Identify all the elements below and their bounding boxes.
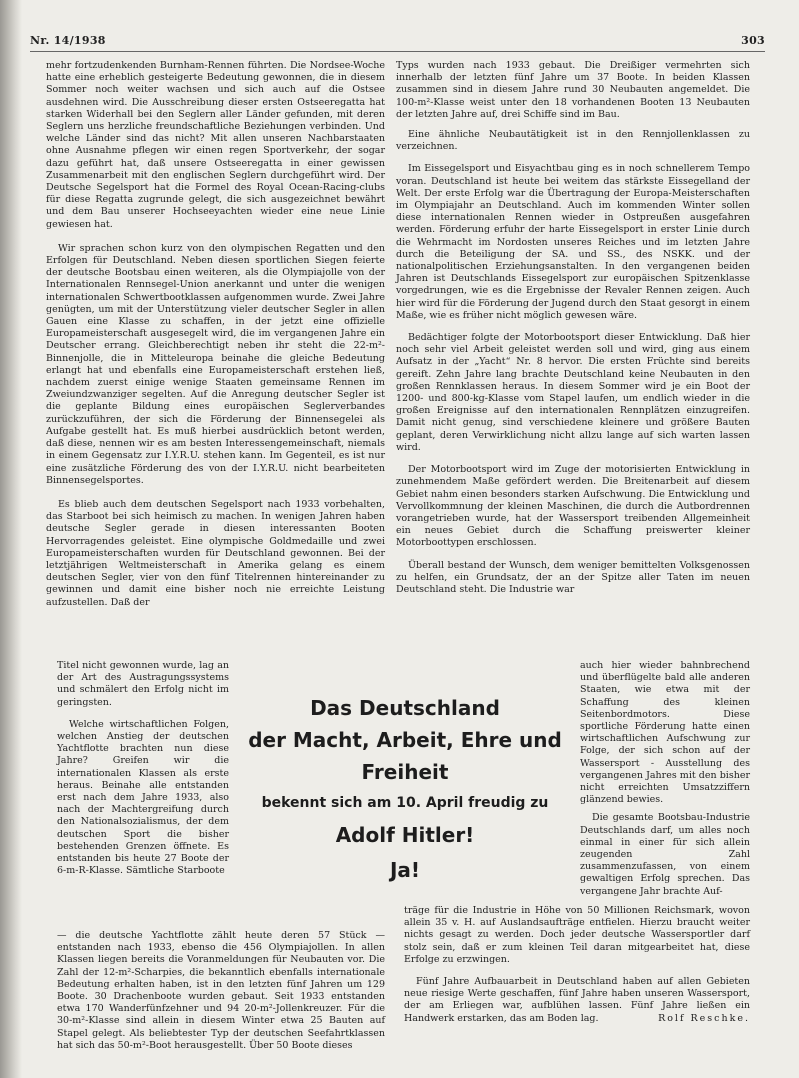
- announcement-line-3: Freiheit: [361, 760, 449, 784]
- announcement-line-6: Ja!: [389, 858, 421, 882]
- right-paragraph-2: Eine ähnliche Neubautätigkeit ist in den Rennjollenklassen zu verzeichnen.: [396, 129, 750, 153]
- left-narrow-column: [57, 660, 229, 877]
- issue-number: Nr. 14/1938: [30, 34, 106, 47]
- announcement-line-1: Das Deutschland: [310, 696, 500, 720]
- left-paragraph-3b: Titel nicht gewonnen wurde, lag an der Art des Austragungssystems und schmälert den Erfolg nicht im geringsten.: [57, 660, 229, 708]
- right-paragraph-6: Überall bestand der Wunsch, dem weniger bemittelten Volksgenossen zu helfen, ein Grundsatz, der an der Spitze aller Taten im neuen Deutschland steht. Die Industrie war: [396, 559, 750, 595]
- author-signature: Rolf Reschke.: [658, 1012, 750, 1024]
- right-paragraph-8-text: Fünf Jahre Aufbauarbeit in Deutschland haben auf allen Gebieten neue riesige Werte geschaffen, fünf Jahre haben unseren Wassersport, der am Erliegen war, aufblühen lassen. Fünf Jahre ließen ein Handwerk erstarken, das am Boden lag.: [404, 976, 750, 1024]
- right-paragraph-7: Die gesamte Bootsbau-Industrie Deutschlands darf, um alles noch einmal in einer für sich allein zeugenden Zahl zusammenzufassen, von einem gewaltigen Erfolg sprechen. Das vergangene Jahr brachte Auf-: [580, 812, 750, 897]
- announcement-box: [237, 680, 573, 892]
- right-paragraph-3: Im Eissegelsport und Eisyachtbau ging es in noch schnellerem Tempo voran. Deutschland ist heute bei weitem das stärkste Eissegelland der Welt. Der erste Erfolg war die Übertragung der Europa-Meisterschaften im Olympiajahr an Deutschland. Auch im kommenden Winter sollen diese internationalen Rennen wieder in Ostpreußen ausgefahren werden. Förderung erfuhr der harte Eissegelsport in erster Linie durch die Wehrmacht im Nordosten unseres Reiches und im letzten Jahre durch die Beteiligung der SA. und SS., des NSKK. und der nationalpolitischen Erziehungsanstalten. In den vergangenen beiden Jahren ist Deutschlands Eissegelsport zur europäischen Spitzenklasse vorgedrungen, wie es die Ergebnisse der Revaler Rennen zeigen. Auch hier wird für die Förderung der Jugend durch den Staat gesorgt in einem Maße, wie es früher nicht möglich gewesen wäre.: [396, 163, 751, 321]
- right-bottom-column: [404, 905, 750, 1025]
- right-narrow-column: [580, 660, 750, 898]
- announcement-line-5: Adolf Hitler!: [335, 823, 475, 847]
- left-paragraph-2: Wir sprachen schon kurz von den olympischen Regatten und den Erfolgen für Deutschland. Neben diesen sportlichen Siegen feierte der deutsche Bootsbau einen weiteren, als die Olympiajolle von der Internationalen Rennsegel-Union anerkannt und unter die wenigen internationalen Schwertbootklassen aufgenommen wurde. Zwei Jahre genügten, um mit der Unterstützung vieler deutscher Segler in allen Gauen eine Klasse zu schaffen, in der jetzt eine offizielle Europameisterschaft ausgesegelt wird, die im vergangenen Jahre ein Deutscher errang. Gleichberechtigt neben ihr steht die 22-m²-Binnenjolle, die in Mitteleuropa beinahe die gleiche Bedeutung erlangt hat und ebenfalls eine Europameisterschaft erstehen ließ, nachdem zuerst einige wenige Staaten gemeinsame Rennen im Zweiundzwanziger segelten. Auf die Anregung deutscher Segler ist die geplante Bildung eines europäischen Seglerverbandes zurückzuführen, der sich die Förderung der Binnensegelei als Aufgabe gestellt hat. Es muß hierbei ausdrücklich betont werden, daß diese, nennen wir es am besten Interessengemeinschaft, niemals in einem Gegensatz zur I.Y.R.U. stehen kann. Im Gegenteil, es ist nur eine zusätzliche Förderung des von der I.Y.R.U. nicht bearbeiteten Binnensegelsportes.: [46, 242, 385, 486]
- right-paragraph-1: Typs wurden nach 1933 gebaut. Die Dreißiger vermehrten sich innerhalb der letzten fünf Jahre um 37 Boote. In beiden Klassen zusammen sind in diesem Jahre rund 30 Neubauten angemeldet. Die 100-m²-Klasse weist unter den 18 vorhandenen Booten 13 Neubauten der letzten Jahre auf, drei Schiffe sind im Bau.: [396, 60, 750, 120]
- announcement-line-4: bekennt sich am 10. April freudig zu: [261, 795, 549, 811]
- left-column: [46, 60, 385, 609]
- right-paragraph-8: [404, 976, 750, 1025]
- right-paragraph-4: Bedächtiger folgte der Motorbootsport dieser Entwicklung. Daß hier noch sehr viel Arbeit geleistet werden soll und wird, ging aus einem Aufsatz in der „Yacht“ Nr. 8 hervor. Die ersten Früchte sind bereits gereift. Zehn Jahre lang brachte Deutschland keine Neubauten in den großen Rennklassen heraus. In diesem Sommer wird je ein Boot der 1200- und 800-kg-Klasse vom Stapel laufen, um endlich wieder in die großen Ereignisse auf den internationalen Rennplätzen einzugreifen. Damit nicht genug, sind verschiedene kleinere und größere Bauten geplant, deren Verwirklichung nicht allzu lange auf sich warten lassen wird.: [396, 332, 750, 453]
- left-bottom-column: [57, 930, 385, 1052]
- left-paragraph-1: mehr fortzudenkenden Burnham-Rennen führten. Die Nordsee-Woche hatte eine erheblich gesteigerte Bedeutung gewonnen, die in diesem Sommer noch weiter wachsen und sich auch auf die Ostsee ausdehnen wird. Die Ausschreibung dieser ersten Ostseeregatta hat starken Widerhall bei den Seglern aller Länder gefunden, mit deren Seglern uns herzliche freundschaftliche Beziehungen verbinden. Und welche Länder sind das nicht? Mit allen unseren Nachbarstaaten ohne Ausnahme pflegen wir einen regen Sportverkehr, der sogar dazu geführt hat, daß unsere Ostseeregatta in einer gewissen Zusammenarbeit mit den englischen Seglern durchgeführt wird. Der Deutsche Segelsport hat die Formel des Royal Ocean-Racing-clubs für diese Regatta zugrunde gelegt, die sich ausgezeichnet bewährt und dem Bau unserer Hochseeyachten wieder eine neue Linie gewiesen hat.: [46, 60, 385, 230]
- right-column: [396, 60, 750, 596]
- page-number: 303: [741, 34, 765, 47]
- left-paragraph-4b: — die deutsche Yachtflotte zählt heute deren 57 Stück — entstanden nach 1933, ebenso die 456 Olympiajollen. In allen Klassen liegen bereits die Voranmeldungen für Neubauten vor. Die Zahl der 12-m²-Scharpies, die bekanntlich ebenfalls internationale Bedeutung erhalten haben, ist in den letzten fünf Jahren um 129 Boote. 30 Drachenboote wurden gebaut. Seit 1933 entstanden etwa 170 Wanderfünfzehner und 94 20-m²-Jollenkreuzer. Für die 30-m²-Klasse sind allein in diesem Winter etwa 25 Bauten auf Stapel gelegt. Als beliebtester Typ der deutschen Seefahrtklassen hat sich das 50-m²-Boot herausgestellt. Über 50 Boote dieses: [57, 930, 385, 1051]
- binding-shadow: [0, 0, 22, 1078]
- announcement-line-2: der Macht, Arbeit, Ehre und: [248, 728, 562, 752]
- left-paragraph-3: Es blieb auch dem deutschen Segelsport nach 1933 vorbehalten, das Starboot bei sich heimisch zu machen. In wenigen Jahren haben deutsche Segler gerade in diesen interessanten Booten Hervorragendes geleistet. Eine olympische Goldmedaille und zwei Europameisterschaften wurden für Deutschland gewonnen. Bei der letztjährigen Weltmeisterschaft in Amerika gelang es einem deutschen Segler, vier von den fünf Titelrennen hintereinander zu gewinnen und damit eine bisher noch nie erreichte Leistung aufzustellen. Daß der: [46, 498, 385, 608]
- right-paragraph-6b: auch hier wieder bahnbrechend und überflügelte bald alle anderen Staaten, wie etwa mit der Schaffung des kleinen Seitenbordmotors. Diese sportliche Förderung hatte einen wirtschaftlichen Aufschwung zur Folge, der sich schon auf der Wassersport - Ausstellung des vergangenen Jahres mit den bisher nicht erreichten Umsatzziffern glänzend bewies.: [580, 660, 750, 806]
- header-rule: [30, 51, 765, 52]
- right-paragraph-7b: träge für die Industrie in Höhe von 50 Millionen Reichsmark, wovon allein 35 v. H. auf Auslandsaufträge entfielen. Hierzu braucht weiter nichts gesagt zu werden. Doch jeder deutsche Wassersportler darf stolz sein, daß er zum kleinen Teil daran mitgearbeitet hat, diese Erfolge zu erzwingen.: [404, 905, 750, 965]
- left-paragraph-4: Welche wirtschaftlichen Folgen, welchen Anstieg der deutschen Yachtflotte brachten nun diese Jahre? Greifen wir die internationalen Klassen als erste heraus. Beinahe alle entstanden erst nach dem Jahre 1933, also nach der Machtergreifung durch den Nationalsozialismus, der dem deutschen Sport die bisher bestehenden Grenzen öffnete. Es entstanden bis heute 27 Boote der 6-m-R-Klasse. Sämtliche Starboote: [57, 718, 229, 877]
- right-paragraph-5: Der Motorbootsport wird im Zuge der motorisierten Entwicklung in zunehmendem Maße gefördert werden. Die Breitenarbeit auf diesem Gebiet nahm einen besonders starken Aufschwung. Die Entwicklung und Vervollkommnung der kleinen Maschinen, die durch die Autbordrennen vorangetrieben wurde, hat der Wassersport treibenden Allgemeinheit ein neues Gebiet durch die Schaffung preiswerter kleiner Motorboottypen erschlossen.: [396, 464, 750, 549]
